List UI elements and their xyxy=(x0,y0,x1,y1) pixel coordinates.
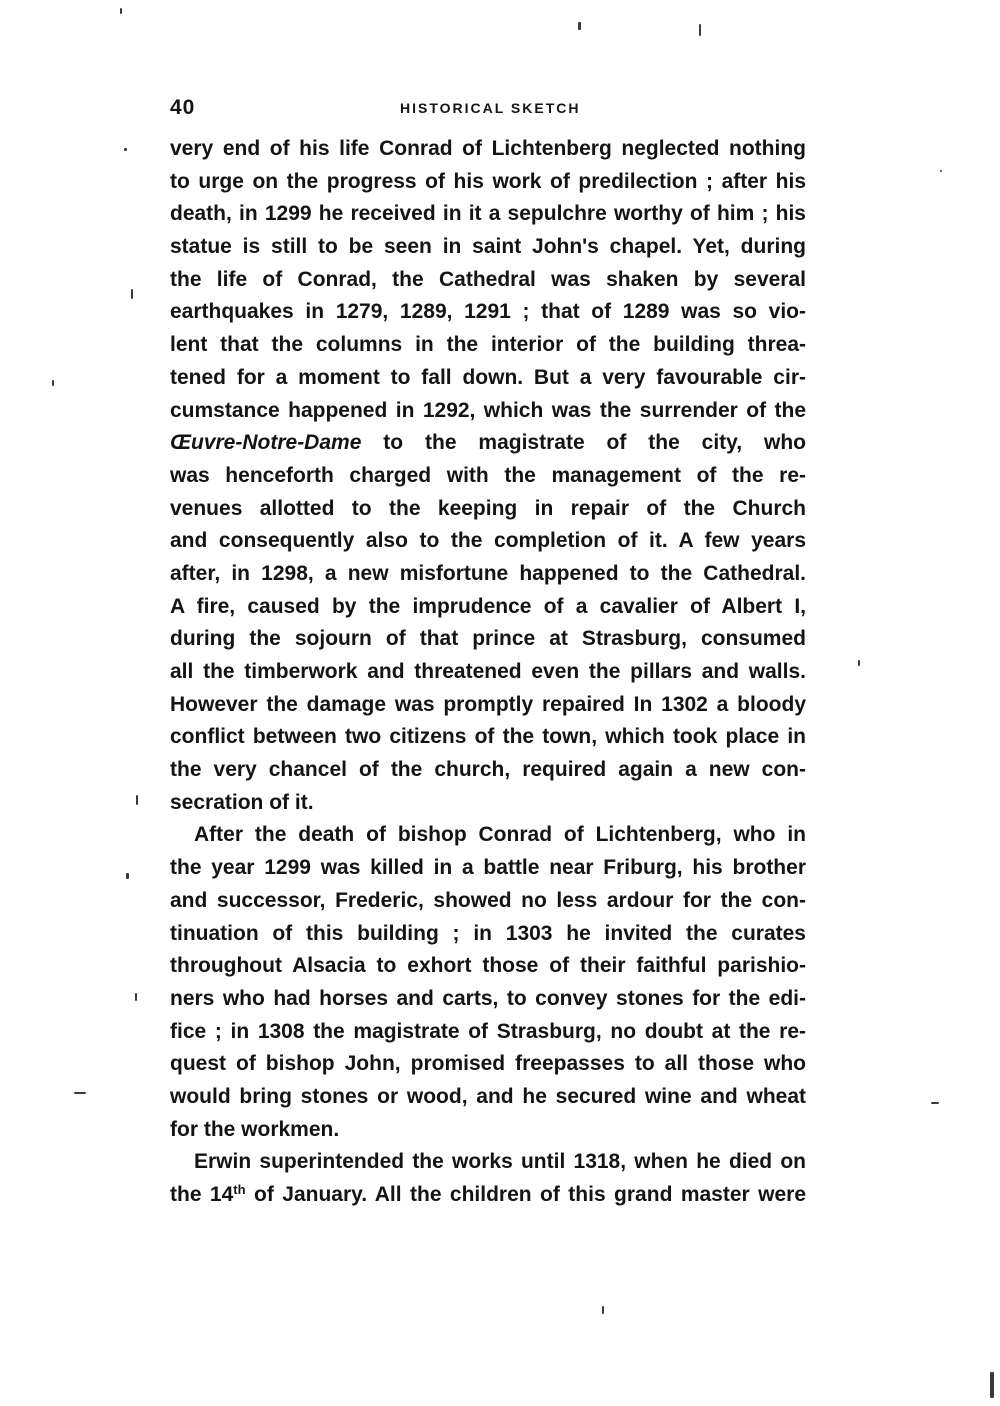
text-line: to urge on the progress of his work of predilection ; after his xyxy=(170,169,806,193)
body-text xyxy=(170,133,806,1212)
text-line: was henceforth charged with the management of the re- xyxy=(170,463,806,487)
text-fragment: the 14 xyxy=(170,1183,234,1206)
page-header xyxy=(170,96,810,122)
text-line: Erwin superintended the works until 1318, when he died on xyxy=(194,1150,806,1174)
text-line-with-ordinal xyxy=(170,1179,806,1212)
scan-speck xyxy=(135,993,137,1001)
text-line: quest of bishop John, promised freepasses to all those who xyxy=(170,1052,806,1076)
text-fragment: of January. All the children of this grand master were xyxy=(254,1183,806,1206)
text-line: ners who had horses and carts, to convey stones for the edi- xyxy=(170,986,806,1010)
text-line: the life of Conrad, the Cathedral was shaken by several xyxy=(170,267,806,291)
scan-speck xyxy=(699,24,701,36)
text-line: After the death of bishop Conrad of Lichtenberg, who in xyxy=(194,823,806,847)
text-line: throughout Alsacia to exhort those of their faithful parishio- xyxy=(170,954,806,978)
text-line: venues allotted to the keeping in repair of the Church xyxy=(170,496,806,520)
text-line: conflict between two citizens of the town, which took place in xyxy=(170,725,806,749)
text-line: lent that the columns in the interior of the building threa- xyxy=(170,333,806,357)
scan-speck xyxy=(931,1102,939,1104)
text-line: all the timberwork and threatened even the pillars and walls. xyxy=(170,660,806,683)
text-line: earthquakes in 1279, 1289, 1291 ; that of 1289 was so vio- xyxy=(170,300,806,324)
scan-speck xyxy=(126,873,129,879)
scan-speck xyxy=(131,289,133,299)
scan-speck xyxy=(578,22,581,30)
scan-speck xyxy=(74,1092,86,1094)
text-line: after, in 1298, a new misfortune happened to the Cathedral. xyxy=(170,561,806,585)
text-line: cumstance happened in 1292, which was the surrender of the xyxy=(170,398,806,422)
scan-speck xyxy=(124,148,127,151)
text-line: for the workmen. xyxy=(170,1117,340,1141)
text-line: very end of his life Conrad of Lichtenberg neglected nothing xyxy=(170,137,806,160)
text-line: and successor, Frederic, showed no less ardour for the con- xyxy=(170,888,806,912)
running-head: HISTORICAL SKETCH xyxy=(400,100,581,116)
text-fragment: to the magistrate of the city, who xyxy=(383,431,806,455)
paragraph-3 xyxy=(170,1146,806,1211)
scan-speck xyxy=(120,8,122,14)
scan-speck xyxy=(990,1372,994,1398)
ordinal-suffix: th xyxy=(233,1182,246,1197)
text-line: secration of it. xyxy=(170,790,314,814)
paragraph-2 xyxy=(170,819,806,1146)
text-line: the year 1299 was killed in a battle near Friburg, his brother xyxy=(170,856,806,880)
scan-speck xyxy=(52,380,54,386)
text-line-with-italic xyxy=(170,427,806,460)
text-line: A fire, caused by the imprudence of a cavalier of Albert I, xyxy=(170,594,806,618)
scan-speck xyxy=(858,660,860,666)
text-line: would bring stones or wood, and he secured wine and wheat xyxy=(170,1084,806,1108)
text-line: fice ; in 1308 the magistrate of Strasburg, no doubt at the re- xyxy=(170,1019,806,1043)
text-line: statue is still to be seen in saint John's chapel. Yet, during xyxy=(170,235,806,259)
italic-name: Œuvre-Notre-Dame xyxy=(170,431,362,455)
text-line: death, in 1299 he received in it a sepulchre worthy of him ; his xyxy=(170,202,806,226)
scan-speck xyxy=(940,170,942,172)
text-line: However the damage was promptly repaired In 1302 a bloody xyxy=(170,692,806,716)
page-number: 40 xyxy=(170,96,196,119)
scan-speck xyxy=(602,1306,604,1314)
text-line: tened for a moment to fall down. But a very favourable cir- xyxy=(170,365,806,389)
text-line: the very chancel of the church, required again a new con- xyxy=(170,758,806,782)
text-line: and consequently also to the completion of it. A few years xyxy=(170,529,806,553)
scan-speck xyxy=(136,795,138,805)
text-line: tinuation of this building ; in 1303 he invited the curates xyxy=(170,921,806,945)
paragraph-1 xyxy=(170,133,806,819)
text-line: during the sojourn of that prince at Strasburg, consumed xyxy=(170,627,806,651)
